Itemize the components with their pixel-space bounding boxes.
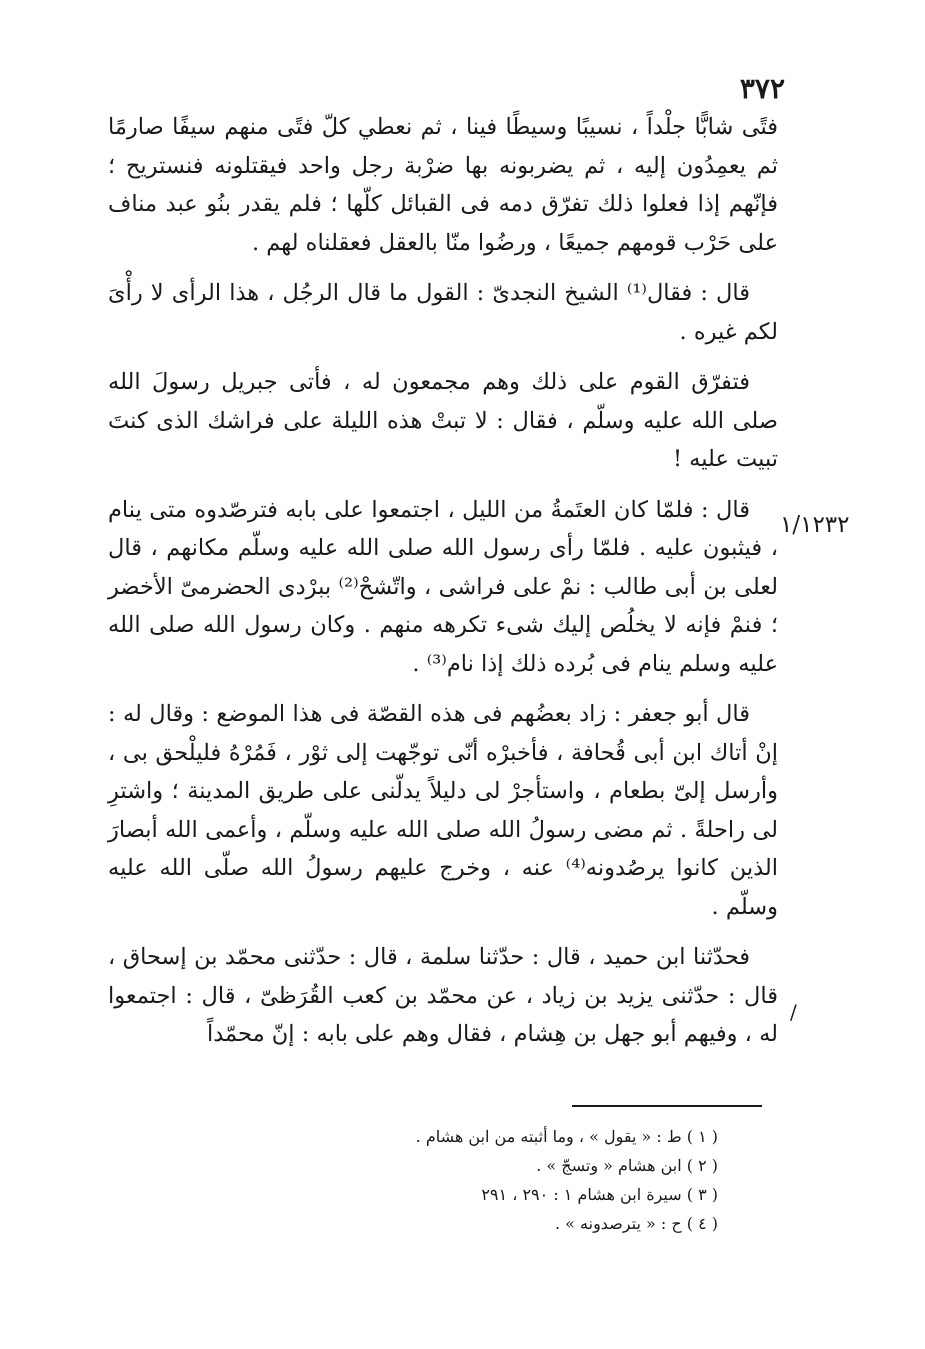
body-text [108,108,778,1066]
paragraph-3: فتفرّق القوم على ذلك وهم مجمعون له ، فأتى جبريل رسولَ الله صلى الله عليه وسلّم ، فقال : لا تبتْ هذه الليلة على فراشك الذى كنتَ تبيت عليه ! [108,369,778,472]
footnote-2: ( ٢ ) ابن هشام « وتسجّ » . [536,1156,718,1175]
footnote-3: ( ٣ ) سيرة ابن هشام ١ : ٢٩٠ ، ٢٩١ [481,1185,718,1204]
paragraph-6: فحدّثنا ابن حميد ، قال : حدّثنا سلمة ، قال : حدّثنى محمّد بن إسحاق ، قال : حدّثنى يزيد بن زياد ، عن محمّد بن كعب القُرَظىّ ، قال : اجتمعوا له ، وفيهم أبو جهل بن هِشام ، فقال وهم على بابه : إنّ محمّداً [108,944,778,1047]
paragraph-2: قال : فقال⁽¹⁾ الشيخ النجدىّ : القول ما قال الرجُل ، هذا الرأى لا رأْىَ لكم غيره . [108,280,778,345]
footnote-4: ( ٤ ) ح : « يترصدونه » . [555,1214,718,1233]
footnote-1: ( ١ ) ط : « يقول » ، وما أثبته من ابن هشام . [415,1127,718,1146]
paragraph-4: قال : فلمّا كان العتَمةُ من الليل ، اجتمعوا على بابه فترصّدوه متى ينام ، فيثبون عليه . فلمّا رأى رسول الله صلى الله عليه وسلّم مكانهم ، قال لعلى بن أبى طالب : نمْ على فراشى ، واتّشحْ⁽²⁾ ببرْدى الحضرمىّ الأخضر ؛ فنمْ فإنه لا يخلُص إليك شىء تكرهه منهم . وكان رسول الله صلى الله عليه وسلم ينام فى بُرده ذلك إذا نام⁽³⁾ . [108,496,778,677]
margin-reference: ١/١٢٣٢ [780,512,850,538]
page-number: ٣٧٢ [739,72,785,105]
paragraph-5: قال أبو جعفر : زاد بعضُهم فى هذه القصّة فى هذا الموضع : وقال له : إنْ أتاك ابن أبى قُحافة ، فأخبرْه أنّى توجّهت إلى ثوْر ، فَمُرْهُ فليلْحق بى ، وأرسل إلىّ بطعام ، واستأجرْ لى دليلاً يدلّنى على طريق المدينة ؛ واشترِ لى راحلةً . ثم مضى رسولُ الله صلى الله عليه وسلّم ، وأعمى الله أبصارَ الذين كانوا يرصُدونه⁽⁴⁾ عنه ، وخرج عليهم رسولُ الله صلّى الله عليه وسلّم . [108,701,779,920]
footnotes [300,1122,718,1238]
paragraph-1: فتًى شابًّا جلْداً ، نسيبًا وسيطًا فينا ، ثم نعطي كلّ فتًى منهم سيفًا صارمًا ثم يعمِدُون إليه ، ثم يضربونه بها ضرْبة رجل واحد فيقتلونه فنستريح ؛ فإنّهم إذا فعلوا ذلك تفرّق دمه فى القبائل كلّها ؛ فلم يقدر بنُو عبد مناف على حَرْب قومهم جميعًا ، ورضُوا منّا بالعقل فعقلناه لهم . [108,114,778,256]
footnote-rule [572,1105,762,1107]
margin-mark: / [790,1000,797,1024]
